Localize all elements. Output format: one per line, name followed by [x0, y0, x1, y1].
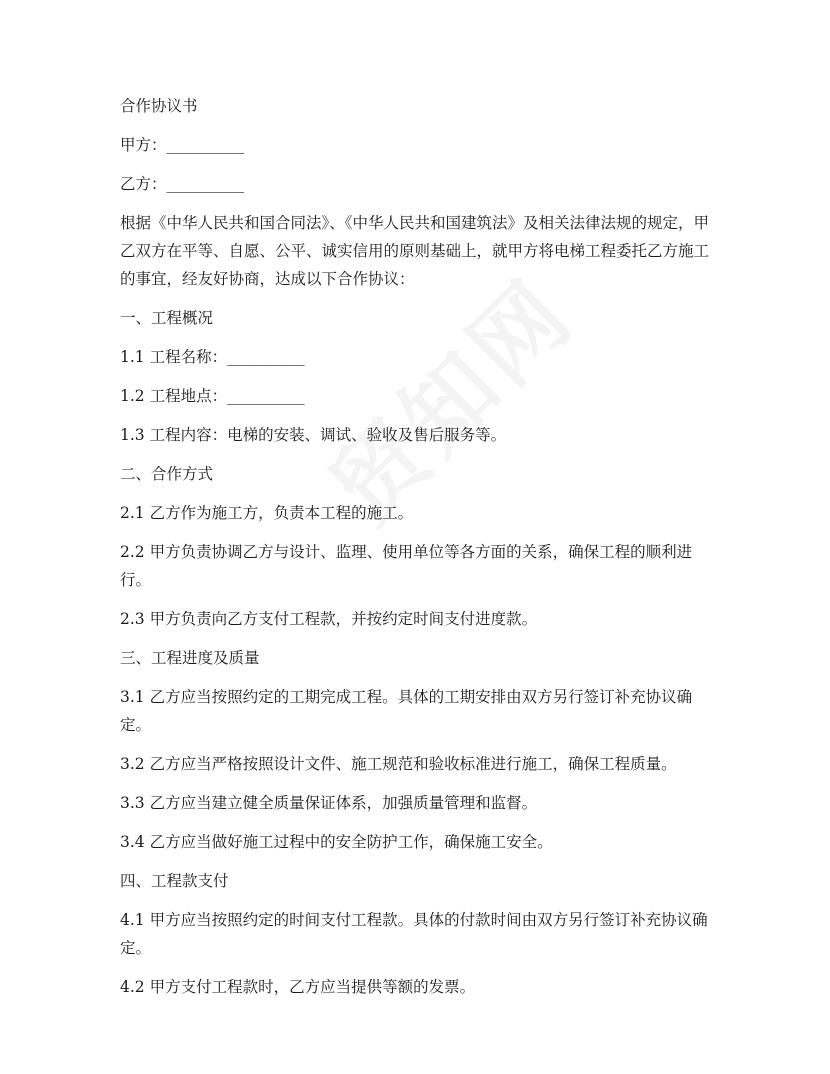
party-a-label: 甲方： — [120, 136, 167, 154]
document-title: 合作协议书 — [120, 97, 198, 115]
party-b-line — [120, 170, 720, 198]
clause-1-2 — [120, 382, 720, 410]
clause-4-2: 4.2 甲方支付工程款时，乙方应当提供等额的发票。 — [120, 978, 476, 996]
clause-2-2: 2.2 甲方负责协调乙方与设计、监理、使用单位等各方面的关系，确保工程的顺利进行。 — [120, 543, 693, 589]
clause-1-2-label: 1.2 工程地点： — [120, 387, 228, 405]
project-location-blank: __________ — [227, 387, 305, 405]
clause-1-1 — [120, 343, 720, 371]
section-2-heading: 二、合作方式 — [120, 465, 214, 483]
party-a-line — [120, 131, 720, 159]
clause-4-1: 4.1 甲方应当按照约定的时间支付工程款。具体的付款时间由双方另行签订补充协议确定。 — [120, 911, 708, 957]
party-a-blank: __________ — [166, 136, 245, 154]
clause-3-1: 3.1 乙方应当按照约定的工期完成工程。具体的工期安排由双方另行签订补充协议确定。 — [120, 688, 693, 734]
section-3-heading: 三、工程进度及质量 — [120, 649, 260, 667]
clause-3-3: 3.3 乙方应当建立健全质量保证体系，加强质量管理和监督。 — [120, 794, 538, 812]
project-name-blank: __________ — [227, 348, 305, 366]
section-1-heading: 一、工程概况 — [120, 309, 214, 327]
clause-1-3: 1.3 工程内容：电梯的安装、调试、验收及售后服务等。 — [120, 426, 507, 444]
clause-3-2: 3.2 乙方应当严格按照设计文件、施工规范和验收标准进行施工，确保工程质量。 — [120, 755, 677, 773]
clause-1-1-label: 1.1 工程名称： — [120, 348, 228, 366]
party-b-blank: __________ — [166, 175, 245, 193]
clause-2-1: 2.1 乙方作为施工方，负责本工程的施工。 — [120, 504, 414, 522]
party-b-label: 乙方： — [120, 175, 167, 193]
intro-paragraph: 根据《中华人民共和国合同法》、《中华人民共和国建筑法》及相关法律法规的规定，甲乙双方在平等、自愿、公平、诚实信用的原则基础上，就甲方将电梯工程委托乙方施工的事宜，经友好协商，达成以下合作协议： — [120, 214, 710, 288]
document-body — [120, 92, 720, 1012]
clause-3-4: 3.4 乙方应当做好施工过程中的安全防护工作，确保施工安全。 — [120, 833, 553, 851]
clause-2-3: 2.3 甲方负责向乙方支付工程款，并按约定时间支付进度款。 — [120, 610, 538, 628]
section-4-heading: 四、工程款支付 — [120, 872, 229, 890]
